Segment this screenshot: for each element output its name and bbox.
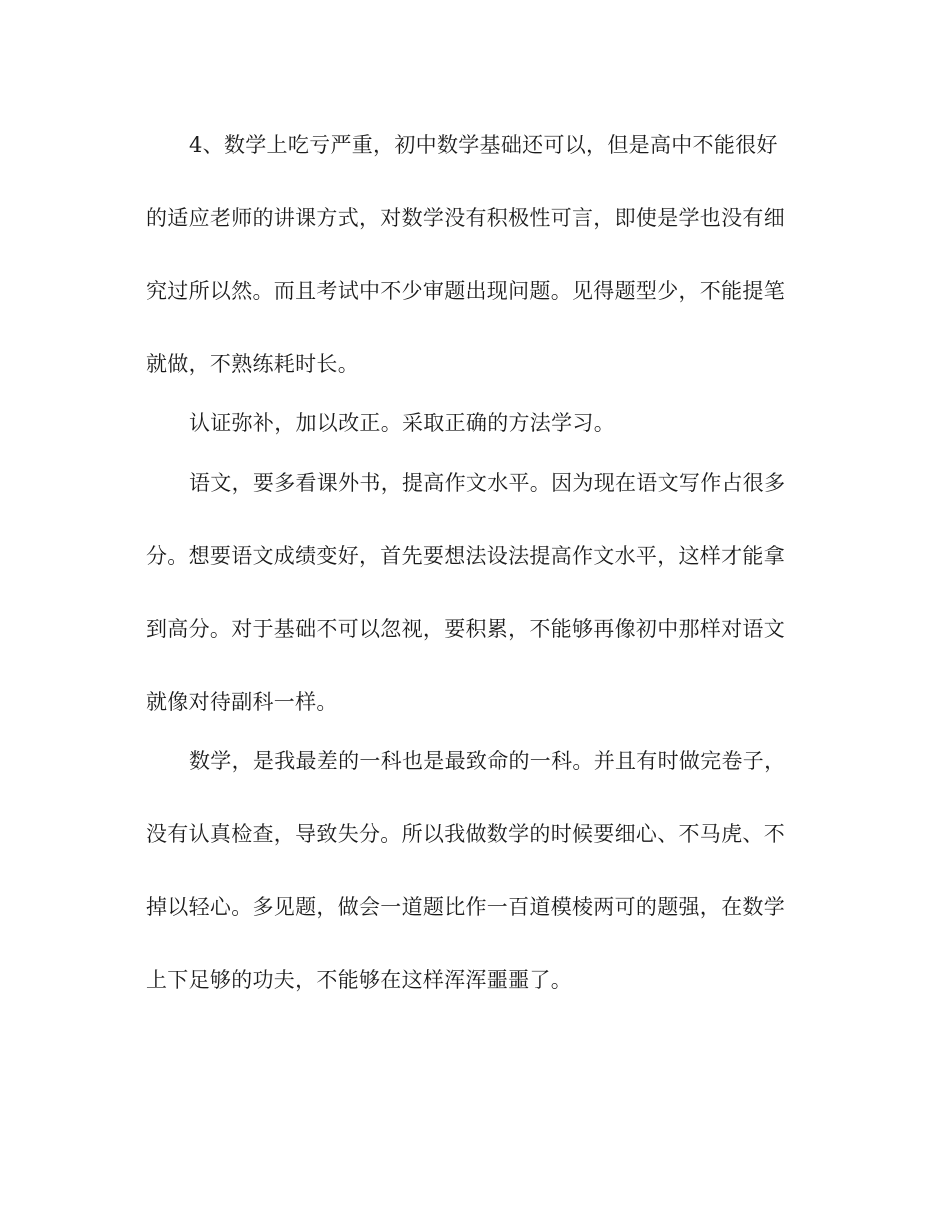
paragraph-1-line-2: 的适应老师的讲课方式，对数学没有积极性可言，即使是学也没有细 [146,206,785,230]
paragraph-2-line-1: 认证弥补，加以改正。采取正确的方法学习。 [189,411,615,435]
paragraph-4-line-4: 上下足够的功夫，不能够在这样浑浑噩噩了。 [146,968,572,992]
paragraph-4-line-2: 没有认真检查，导致失分。所以我做数学的时候要细心、不马虎、不 [146,822,785,846]
paragraph-1-line-3: 究过所以然。而且考试中不少审题出现问题。见得题型少，不能提笔 [146,279,785,303]
paragraph-1-line-4: 就做，不熟练耗时长。 [146,352,359,376]
paragraph-1-line-1: 4、数学上吃亏严重，初中数学基础还可以，但是高中不能很好 [189,133,778,157]
paragraph-3-line-3: 到高分。对于基础不可以忽视，要积累，不能够再像初中那样对语文 [146,617,785,641]
paragraph-3-line-2: 分。想要语文成绩变好，首先要想法设法提高作文水平，这样才能拿 [146,544,785,568]
paragraph-4-line-1: 数学，是我最差的一科也是最致命的一科。并且有时做完卷子， [189,749,786,773]
paragraph-4-line-3: 掉以轻心。多见题，做会一道题比作一百道模棱两可的题强，在数学 [146,895,785,919]
paragraph-3-line-1: 语文，要多看课外书，提高作文水平。因为现在语文写作占很多 [189,471,786,495]
paragraph-3-line-4: 就像对待副科一样。 [146,690,338,714]
